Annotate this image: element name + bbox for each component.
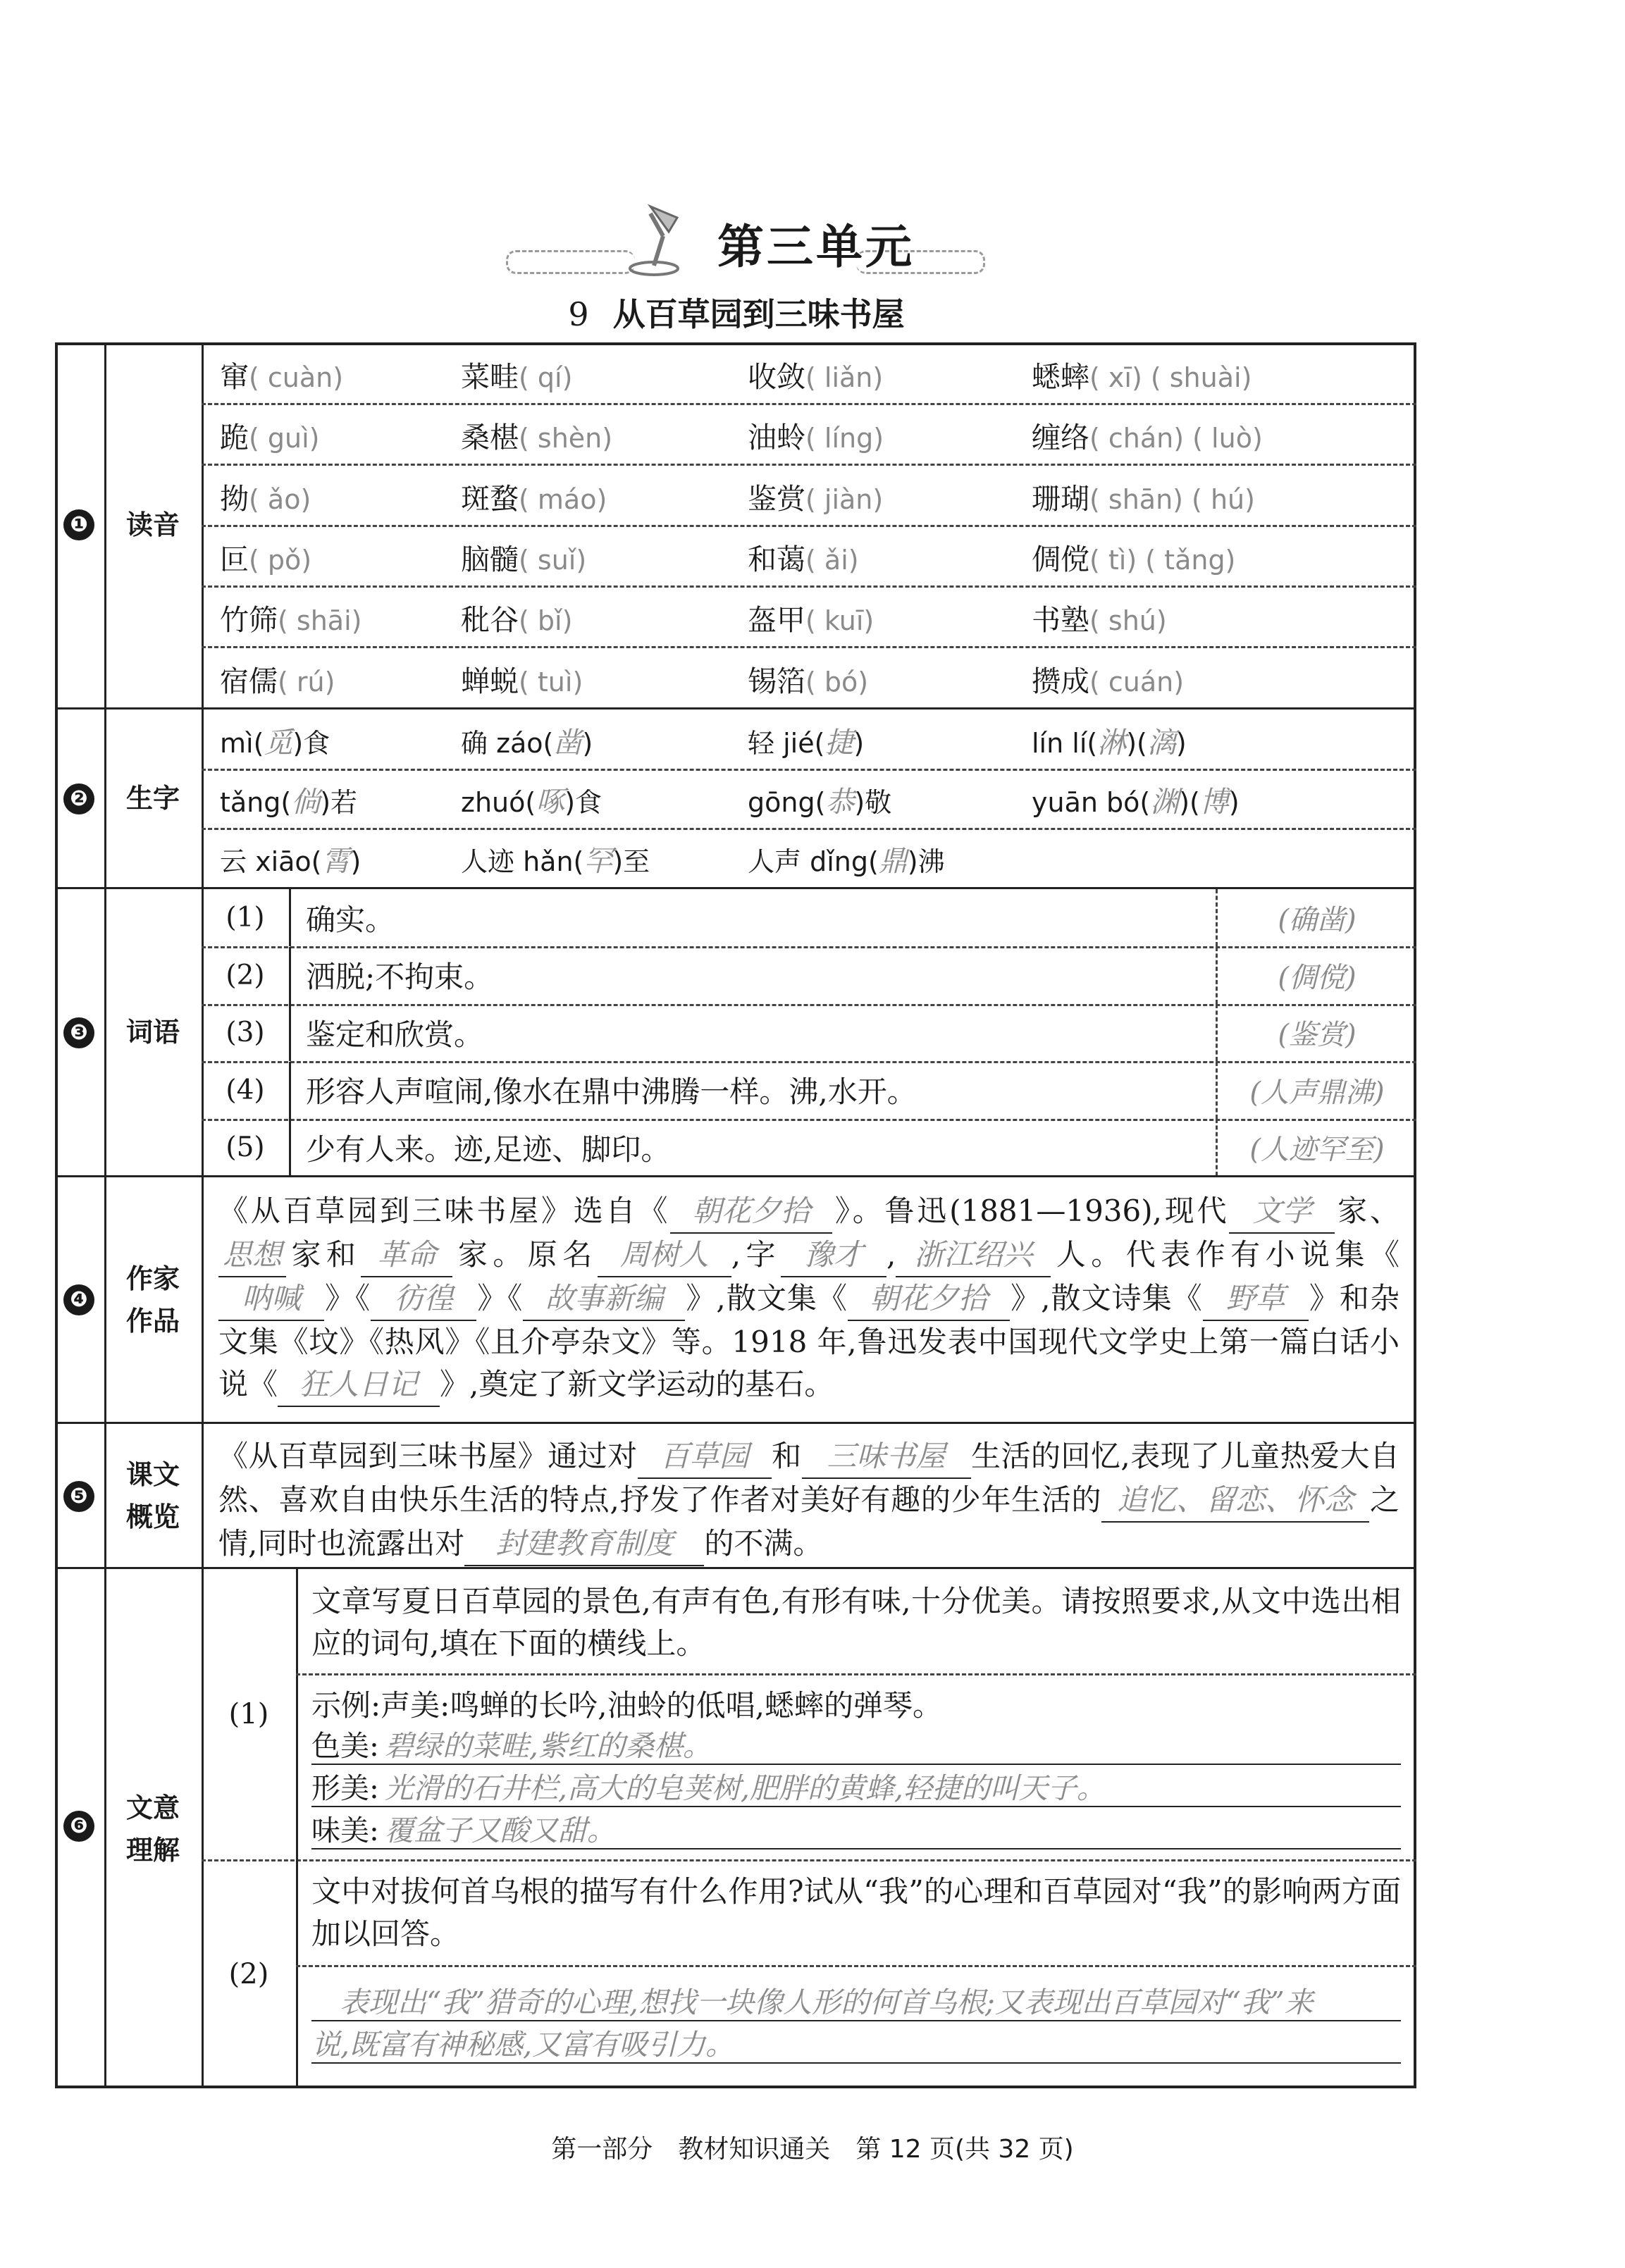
answer-blank[interactable]: 狂人日记 [278,1363,440,1407]
character-answer: 鼎 [878,844,908,878]
badge-column [55,1424,106,1567]
word: 脑髓 [461,542,519,576]
answer-blank[interactable]: 故事新编 [523,1277,685,1321]
answer-blank[interactable]: 彷徨 [371,1277,476,1321]
reading-item [748,354,883,395]
answer-line[interactable]: 说,既富有神秘感,又富有吸引力。 [311,2021,1401,2064]
word: 宿儒 [220,664,278,698]
word: 缠络 [1032,421,1089,455]
character-item: lín lí(淋)(漓) [1032,726,1187,760]
pinyin-answer: ( tuì) [519,666,583,698]
word: 蟋蟀 [1032,360,1089,394]
reading-item [461,658,583,700]
character-answer: 恭 [825,785,855,819]
definition: 形容人声喧闹,像水在鼎中沸腾一样。沸,水开。 [306,1074,917,1109]
badge-column [55,1569,106,2088]
section-label: 课文 概览 [104,1424,204,1567]
lesson-number: 9 [568,295,589,333]
item-number: (5) [202,1119,291,1176]
definition: 确实。 [306,902,395,937]
answer-blank[interactable]: 文学 [1229,1190,1335,1234]
badge-column [55,709,106,887]
pinyin-answer: ( shú) [1089,605,1167,637]
pinyin-answer: ( líng) [805,423,884,454]
pinyin-answer: ( shān) ( hú) [1089,483,1255,515]
divider [296,1965,1416,1967]
reading-row [202,403,1416,466]
overview-paragraph: 《从百草园到三味书屋》通过对 百草园 和 三味书屋 生活的回忆,表现了儿童热爱大自然、喜欢自由快乐生活的特点,抒发了作者对美好有趣的少年生活的 追忆、留恋、怀念 之情,同时也流露出对 封建教育制度 的不满。 [218,1435,1400,1566]
definition: 鉴定和欣赏。 [306,1017,484,1052]
desk-lamp-icon [622,201,707,278]
reading-item [220,354,343,395]
question-1 [202,1569,1416,1861]
vocabulary-list [202,889,1416,1175]
section-vocabulary [55,887,1416,1175]
section-badge: ❻ [63,1811,94,1842]
answer-line-taste[interactable]: 味美: 覆盆子又酸又甜。 [311,1807,1401,1849]
character-answer: 博 [1199,785,1229,819]
item-number: (1) [202,889,291,946]
answer-blank[interactable]: 周树人 [598,1234,731,1277]
reading-item [461,414,612,456]
word: 蝉蜕 [461,664,519,698]
character-answer: 倘 [291,785,321,819]
unit-title: 第三单元 [717,220,915,274]
section-characters [55,707,1416,887]
word: 跪 [220,421,249,455]
question-body [296,1859,1416,2088]
badge-column [55,342,106,707]
question-body [296,1569,1416,1859]
vocabulary-row [202,889,1416,948]
word: 鉴赏 [748,481,805,516]
reading-item [1032,658,1184,700]
pinyin-answer: ( qí) [519,362,573,393]
reading-item [461,476,607,517]
pinyin-answer: ( bǐ) [519,605,573,637]
vocabulary-answer[interactable]: (人迹罕至) [1216,1119,1416,1176]
answer-blank[interactable]: 封建教育制度 [464,1523,704,1566]
pinyin-answer: ( shāi) [278,605,362,637]
section-author [55,1175,1416,1422]
character-item: 人迹 hǎn(罕)至 [461,844,650,878]
section-label: 作家 作品 [104,1177,204,1422]
question-2 [202,1859,1416,2088]
section-badge: ❸ [63,1017,94,1048]
answer-blank[interactable]: 野草 [1203,1277,1309,1321]
character-item: yuān bó(渊)(博) [1032,785,1240,819]
word: 拗 [220,481,249,516]
reading-grid [202,342,1416,707]
pinyin-answer: ( xī) ( shuài) [1089,362,1252,393]
answer-blank[interactable]: 呐喊 [218,1277,324,1321]
section-comprehension [55,1567,1416,2088]
pinyin-answer: ( máo) [519,483,607,515]
vocabulary-answer[interactable]: (鉴赏) [1216,1004,1416,1061]
reading-row [202,585,1416,648]
reading-item [1032,354,1252,395]
answer-line-shape[interactable]: 形美: 光滑的石井栏,高大的皂荚树,肥胖的黄蜂,轻捷的叫天子。 [311,1765,1401,1807]
character-item: tǎng(倘)若 [220,785,358,819]
section-reading [55,342,1416,707]
reading-item [748,597,874,638]
reading-item [461,354,572,395]
answer-blank[interactable]: 思想 [218,1234,286,1277]
word: 桑椹 [461,421,519,455]
word: 倜傥 [1032,542,1089,576]
character-item: zhuó(啄)食 [461,785,603,819]
vocabulary-answer[interactable]: (倜傥) [1216,947,1416,1004]
word: 油蛉 [748,421,805,455]
word: 竹筛 [220,603,278,638]
unit-banner [506,201,985,285]
question-text: 文中对拔何首乌根的描写有什么作用?试从“我”的心理和百草园对“我”的影响两方面加以回答。 [311,1874,1401,1951]
word: 秕谷 [461,603,519,638]
section-badge: ❺ [63,1481,94,1512]
reading-item [220,476,311,517]
section-badge: ❶ [63,509,94,540]
lesson-title-text: 从百草园到三味书屋 [612,295,905,333]
answer-line[interactable]: 表现出“我”猎奇的心理,想找一块像人形的何首乌根;又表现出百草园对“我”来 [311,1979,1401,2021]
question-number: (2) [202,1859,298,2088]
question-text: 文章写夏日百草园的景色,有声有色,有形有味,十分优美。请按照要求,从文中选出相应的词句,填在下面的横线上。 [311,1584,1401,1661]
author-paragraph: 《从百草园到三味书屋》选自《 朝花夕拾 》。鲁迅(1881—1936),现代 文学 家、思想 家和 革命 家。原名 周树人 ,字 豫才 , 浙江绍兴 人。代表作有小说集《呐喊 》《 彷徨 》《 故事新编 》,散文集《 朝花夕拾 》,散文诗集《 野草 》和杂文集《坟》《热风》《且介亭杂文》等。1918 年,鲁迅发表中国现代文学史上第一篇白话小说《 狂人日记 》,奠定了新文学运动的基石。 [218,1190,1400,1407]
reading-item [748,658,868,700]
answer-blank[interactable]: 豫才 [781,1234,886,1277]
character-item: 云 xiāo(霄) [220,844,362,878]
reading-item [748,476,883,517]
pinyin-answer: ( rú) [278,666,335,698]
character-answer: 渊 [1150,785,1180,819]
character-answer: 捷 [824,726,854,760]
comprehension-content [202,1569,1416,2088]
pinyin-answer: ( chán) ( luò) [1089,423,1263,454]
pinyin-answer: ( tì) ( tǎng) [1089,544,1236,576]
badge-column [55,1177,106,1422]
vocabulary-row [202,947,1416,1006]
character-answer: 罕 [583,844,613,878]
character-answer: 漓 [1147,726,1176,760]
word: 锡箔 [748,664,805,698]
answer-blank[interactable]: 三味书屋 [802,1435,971,1479]
answer-blank[interactable]: 追忆、留恋、怀念 [1101,1479,1369,1523]
banner-decoration-left [506,250,635,274]
character-answer: 霄 [321,844,351,878]
item-number: (4) [202,1062,291,1119]
reading-item [1032,536,1235,578]
reading-item [220,414,320,456]
badge-column [55,889,106,1175]
character-item: 人声 dǐng(鼎)沸 [748,844,945,878]
section-badge: ❷ [63,783,94,814]
pinyin-answer: ( kuī) [805,605,875,637]
section-overview [55,1422,1416,1567]
word: 窜 [220,360,249,394]
reading-item [1032,597,1167,638]
pinyin-answer: ( liǎn) [805,362,884,393]
item-number: (3) [202,1004,291,1061]
pinyin-answer: ( pǒ) [249,544,312,576]
definition: 少有人来。迹,足迹、脚印。 [306,1132,671,1167]
pinyin-answer: ( shèn) [519,423,613,454]
word: 菜畦 [461,360,519,394]
pinyin-answer: ( cuàn) [249,362,344,393]
example-text: 示例:声美:鸣蝉的长吟,油蛉的低唱,蟋蟀的弹琴。 [311,1688,943,1723]
reading-item [1032,476,1255,517]
pinyin-answer: ( cuán) [1089,666,1185,698]
character-answer: 淋 [1097,726,1127,760]
word: 攒成 [1032,664,1089,698]
word: 斑蝥 [461,481,519,516]
character-item: 确 záo(凿) [461,726,593,760]
reading-item [748,536,859,578]
reading-item [461,536,586,578]
pinyin-answer: ( ǎo) [249,483,311,515]
character-answer: 凿 [553,726,583,760]
pinyin-answer: ( suǐ) [519,544,587,576]
pinyin-answer: ( ǎi) [805,544,859,576]
item-number: (2) [202,947,291,1004]
section-label: 读音 [104,342,204,707]
answer-blank[interactable]: 朝花夕拾 [848,1277,1010,1321]
reading-item [748,414,884,456]
overview-content [202,1424,1416,1567]
vocabulary-row [202,1004,1416,1063]
reading-row [202,464,1416,527]
section-label: 文意 理解 [104,1569,204,2088]
lesson-title [0,289,1473,335]
character-item: mì(觅)食 [220,726,330,760]
reading-row [202,342,1416,405]
answer-line-color[interactable]: 色美: 碧绿的菜畦,紫红的桑椹。 [311,1723,1401,1765]
pinyin-answer: ( jiàn) [805,483,884,515]
reading-row [202,525,1416,588]
section-badge: ❹ [63,1284,94,1315]
character-row [202,828,1416,887]
divider [296,1673,1416,1675]
reading-item [220,536,311,578]
character-answer: 觅 [264,726,293,760]
reading-item [220,658,335,700]
vocabulary-row [202,1062,1416,1121]
page-footer: 第一部分 教材知识通关 第 12 页(共 32 页) [551,2135,1074,2164]
character-row [202,769,1416,830]
word: 书塾 [1032,603,1089,638]
character-item: 轻 jié(捷) [748,726,865,760]
vocabulary-answer[interactable]: (人声鼎沸) [1216,1062,1416,1119]
answer-blank[interactable]: 百草园 [638,1435,772,1479]
pinyin-answer: ( bó) [805,666,869,698]
question-number: (1) [202,1569,298,1859]
reading-item [461,597,572,638]
reading-item [1032,414,1263,456]
section-label: 词语 [104,889,204,1175]
word: 收敛 [748,360,805,394]
author-content [202,1177,1416,1422]
answer-blank[interactable]: 朝花夕拾 [670,1190,832,1234]
pinyin-answer: ( guì) [249,423,320,454]
answer-blank[interactable]: 浙江绍兴 [896,1234,1051,1277]
word: 珊瑚 [1032,481,1089,516]
word: 盔甲 [748,603,805,638]
character-item: gōng(恭)敬 [748,785,892,819]
word: 和蔼 [748,542,805,576]
vocabulary-answer[interactable]: (确凿) [1216,889,1416,946]
character-row [202,709,1416,771]
reading-row [202,647,1416,707]
character-answer: 啄 [536,785,565,819]
answer-blank[interactable]: 革命 [361,1234,452,1277]
vocabulary-row [202,1119,1416,1176]
reading-item [220,597,362,638]
characters-grid [202,709,1416,887]
section-label: 生字 [104,709,204,887]
word: 叵 [220,542,249,576]
definition: 洒脱;不拘束。 [306,960,494,994]
